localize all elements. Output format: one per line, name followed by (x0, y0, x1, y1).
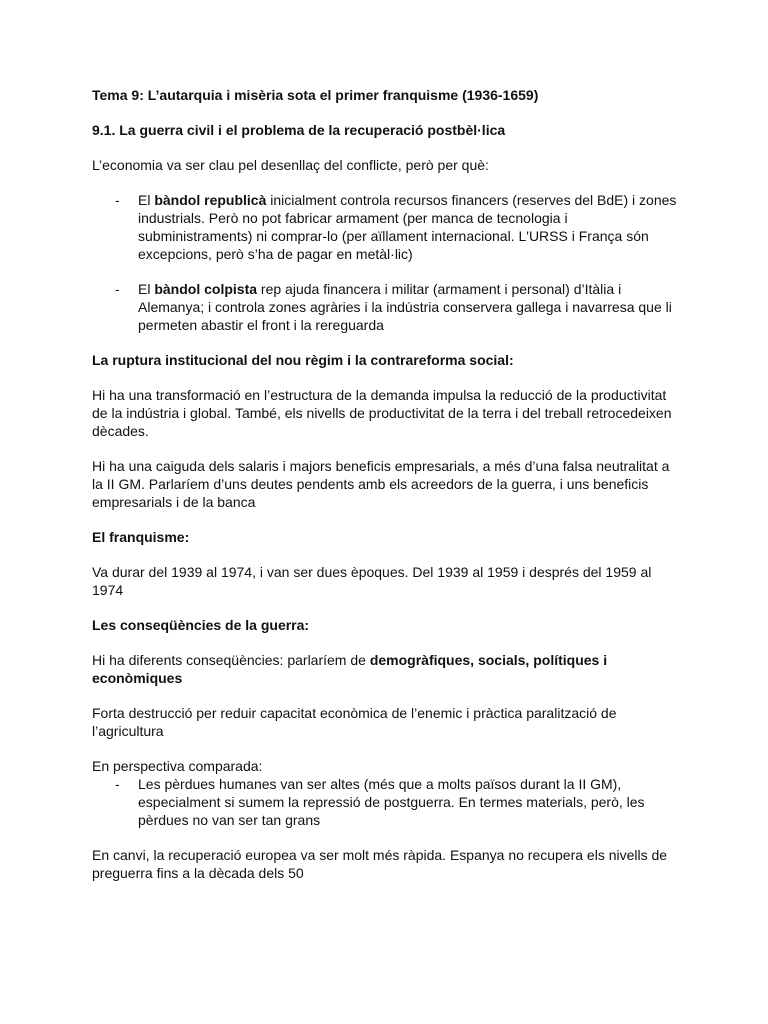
bullet-list-bandols (92, 191, 682, 334)
bullet-dash: - (115, 281, 120, 297)
document-title: Tema 9: L’autarquia i misèria sota el primer franquisme (1936-1659) (92, 87, 539, 103)
list-item-bold-term: bàndol colpista (154, 281, 258, 297)
list-item-perdues (92, 775, 682, 829)
list-item-text: Les pèrdues humanes van ser altes (més que a molts països durant la II GM), especialment si sumem la repressió de postguerra. En termes materials, però, les pèrdues no van ser tan grans (138, 776, 645, 828)
section-heading-9-1: 9.1. La guerra civil i el problema de la recuperació postbèl·lica (92, 122, 506, 138)
heading-ruptura: La ruptura institucional del nou règim i la contrareforma social: (92, 352, 514, 368)
paragraph-durada: Va durar del 1939 al 1974, i van ser dues èpoques. Del 1939 al 1959 i després del 1959 al 1974 (92, 564, 652, 598)
paragraph-bold-term: demogràfiques, socials, polítiques i econòmiques (92, 652, 608, 686)
bullet-list-perdues (92, 775, 682, 829)
heading-consequencies: Les conseqüències de la guerra: (92, 617, 310, 633)
bullet-dash: - (115, 192, 120, 208)
paragraph-consequencies (92, 651, 682, 687)
document-page (92, 86, 682, 899)
list-item-text: El (138, 192, 155, 208)
list-item-colpista (92, 280, 682, 334)
heading-franquisme: El franquisme: (92, 529, 190, 545)
paragraph-salaris: Hi ha una caiguda dels salaris i majors beneficis empresarials, a més d’una falsa neutralitat a la II GM. Parlaríem d’uns deutes pendents amb els acreedors de la guerra, i uns beneficis empresarials i de la banca (92, 458, 670, 510)
list-item-text: rep ajuda financera i militar (armament i personal) d’Itàlia i Alemanya; i controla zones agràries i la indústria conservera gallega i navarresa que li permeten abastir el front i la rereguarda (138, 281, 672, 333)
paragraph-recuperacio: En canvi, la recuperació europea va ser molt més ràpida. Espanya no recupera els nivells de preguerra fins a la dècada dels 50 (92, 847, 668, 881)
list-item-text: inicialment controla recursos financers (reserves del BdE) i zones industrials. Però no pot fabricar armament (per manca de tecnologia i subministraments) ni comprar-lo (per aïllament internacional. L'URSS i França són excepcions, però s’ha de pagar en metàl·lic) (138, 192, 677, 262)
list-item-text: El (138, 281, 155, 297)
list-item-bold-term: bàndol republicà (154, 192, 267, 208)
paragraph-text: Hi ha diferents conseqüències: parlaríem de (92, 652, 370, 668)
paragraph-destruccio: Forta destrucció per reduir capacitat econòmica de l’enemic i pràctica paralització de l’agricultura (92, 705, 617, 739)
paragraph-perspectiva: En perspectiva comparada: (92, 758, 263, 774)
paragraph-transformacio: Hi ha una transformació en l’estructura de la demanda impulsa la reducció de la productivitat de la indústria i global. També, els nivells de productivitat de la terra i del treball retrocedeixen dècades. (92, 387, 672, 439)
intro-paragraph: L’economia va ser clau pel desenllaç del conflicte, però per què: (92, 157, 489, 173)
bullet-dash: - (115, 776, 120, 792)
list-item-republica (92, 191, 682, 263)
